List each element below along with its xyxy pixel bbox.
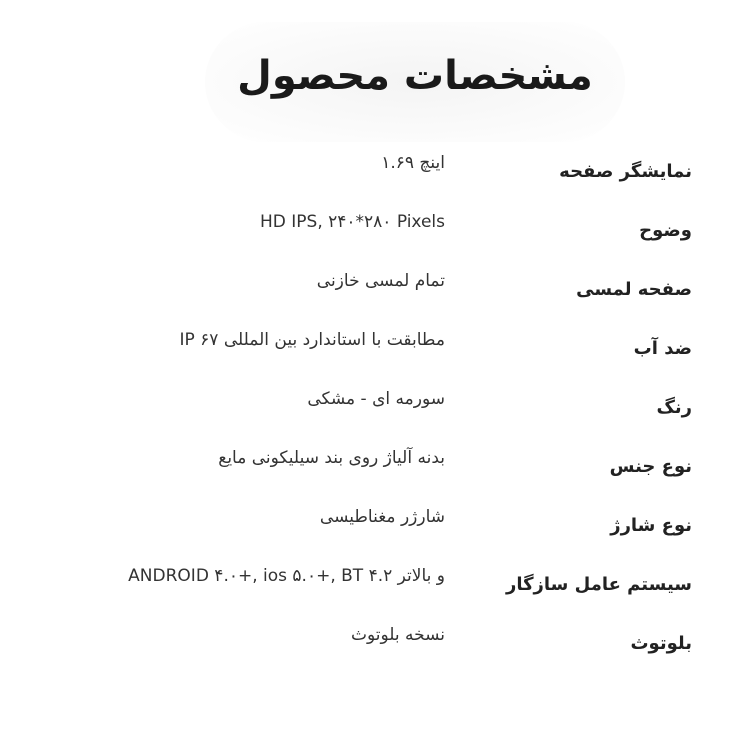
spec-value: و بالاتر ANDROID ۴.۰+, ios ۵.۰+, BT ۴.۲ (128, 566, 445, 586)
spec-label: نوع جنس (609, 456, 692, 477)
spec-row-touchscreen (0, 263, 750, 322)
spec-value: اینچ ۱.۶۹ (381, 153, 445, 173)
spec-value: نسخه بلوتوث (350, 625, 445, 645)
spec-row-waterproof (0, 322, 750, 381)
spec-row-charging (0, 499, 750, 558)
spec-value: تمام لمسی خازنی (316, 271, 445, 291)
spec-label: رنگ (656, 397, 692, 418)
spec-value: شارژر مغناطیسی (319, 507, 445, 527)
spec-label: ضد آب (633, 338, 692, 359)
page-title: مشخصات محصول (237, 53, 593, 99)
spec-table (0, 145, 750, 705)
spec-row-resolution (0, 204, 750, 263)
spec-label: نمایشگر صفحه (559, 161, 692, 182)
spec-label: صفحه لمسی (576, 279, 692, 300)
spec-row-bluetooth (0, 617, 750, 676)
spec-value: IP ۶۷ مطابقت با استاندارد بین المللی (179, 330, 445, 350)
spec-row-display (0, 145, 750, 204)
spec-row-color (0, 381, 750, 440)
spec-row-material (0, 440, 750, 499)
spec-value: سورمه ای - مشکی (307, 389, 445, 409)
spec-label: بلوتوث (630, 633, 692, 654)
spec-value: بدنه آلیاژ روی بند سیلیکونی مایع (218, 448, 445, 468)
spec-label: سیستم عامل سازگار (505, 574, 692, 595)
spec-value: HD IPS, ۲۴۰*۲۸۰ Pixels (259, 212, 445, 232)
spec-label: نوع شارژ (610, 515, 692, 536)
spec-row-os (0, 558, 750, 617)
spec-label: وضوح (639, 220, 692, 241)
